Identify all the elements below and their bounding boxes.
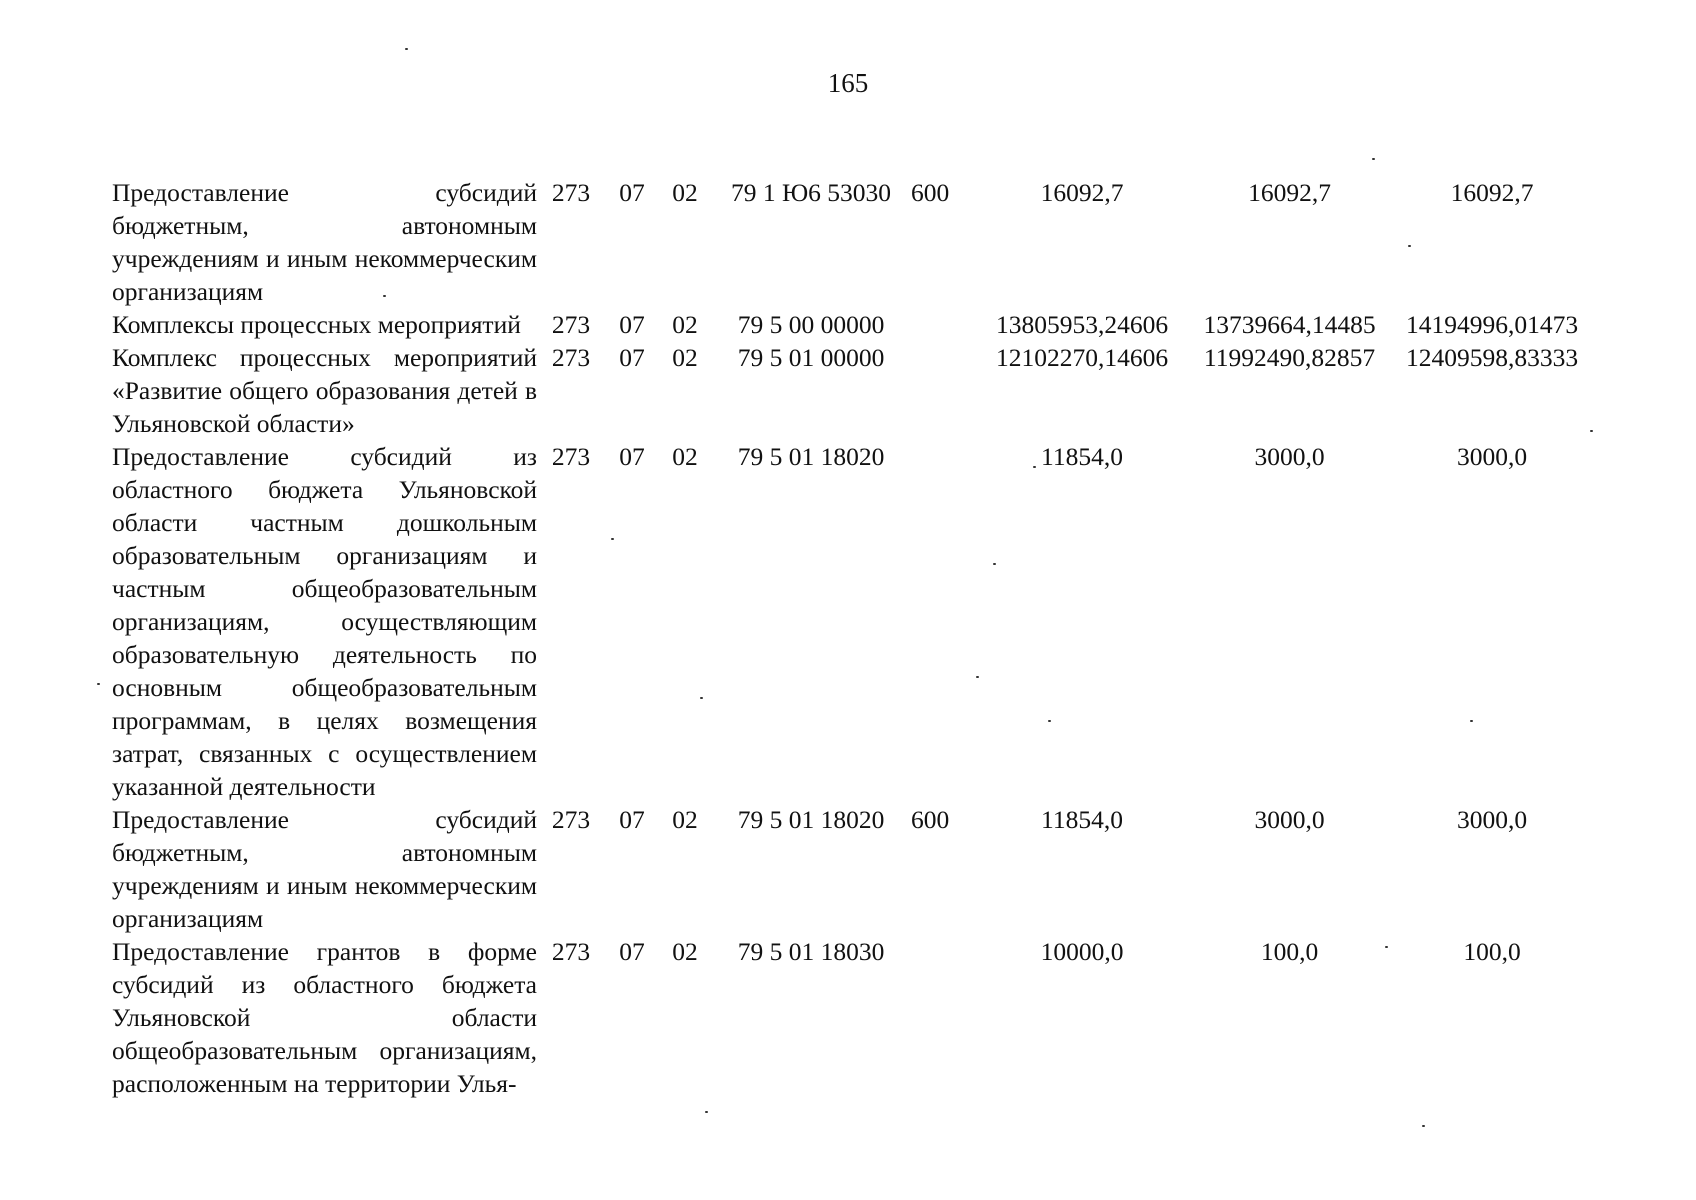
row-name: Предоставление грантов в форме субсидий из областного бюджета Ульяновской области общеобразовательным организациям, расположенным на территории Улья- [112, 937, 537, 1098]
target-article-code: 79 5 01 18020 [737, 442, 885, 471]
target-article-code: 79 1 Ю6 53030 [730, 178, 892, 207]
scan-speck [993, 563, 996, 565]
amount-year-3: 14194996,01473 [1405, 310, 1579, 339]
expense-type-code: 600 [911, 178, 950, 207]
subsection-code: 02 [672, 178, 698, 207]
amount-year-3: 100,0 [1463, 937, 1521, 966]
scan-speck [1590, 430, 1593, 432]
budget-table [112, 176, 1592, 1100]
amount-year-2: 11992490,82857 [1203, 343, 1376, 372]
table-row [112, 308, 1592, 341]
section-code: 07 [619, 805, 645, 834]
expense-type-code [911, 935, 977, 1100]
admin-code: 273 [551, 178, 591, 207]
target-article-code: 79 5 00 00000 [737, 310, 885, 339]
scan-speck [1048, 720, 1051, 722]
scan-speck [383, 295, 386, 297]
subsection-code: 02 [672, 310, 698, 339]
scan-speck [1385, 946, 1388, 948]
table-row [112, 341, 1592, 440]
amount-year-1: 11854,0 [1041, 805, 1123, 834]
amount-year-2: 3000,0 [1254, 442, 1325, 471]
amount-year-2: 16092,7 [1248, 178, 1331, 207]
amount-year-1: 10000,0 [1040, 937, 1124, 966]
scan-speck [1372, 158, 1375, 160]
amount-year-1: 16092,7 [1040, 178, 1124, 207]
target-article-code: 79 5 01 18020 [737, 805, 885, 834]
amount-year-2: 13739664,14485 [1203, 310, 1376, 339]
expense-type-code: 600 [911, 805, 950, 834]
section-code: 07 [619, 310, 645, 339]
scan-speck [1470, 720, 1473, 722]
section-code: 07 [619, 937, 645, 966]
amount-year-2: 100,0 [1260, 937, 1319, 966]
row-name: Предоставление субсидий бюджетным, автономным учреждениям и иным некоммерческим организациям [112, 805, 537, 933]
scan-speck [700, 697, 703, 699]
expense-type-code [911, 341, 977, 440]
admin-code: 273 [551, 343, 591, 372]
amount-year-1: 12102270,14606 [995, 343, 1169, 372]
scan-speck [1408, 245, 1411, 247]
section-code: 07 [619, 442, 645, 471]
row-name: Комплекс процессных мероприятий «Развитие общего образования детей в Ульяновской области» [112, 343, 537, 438]
scan-speck [611, 538, 614, 540]
target-article-code: 79 5 01 00000 [737, 343, 885, 372]
row-name: Комплексы процессных мероприятий [112, 310, 521, 339]
amount-year-2: 3000,0 [1254, 805, 1325, 834]
subsection-code: 02 [672, 937, 698, 966]
amount-year-3: 16092,7 [1450, 178, 1534, 207]
section-code: 07 [619, 343, 645, 372]
admin-code: 273 [551, 805, 591, 834]
amount-year-3: 12409598,83333 [1405, 343, 1579, 372]
scan-speck [1422, 1125, 1425, 1127]
amount-year-1: 11854,0 [1041, 442, 1123, 471]
scan-speck [976, 676, 979, 678]
amount-year-3: 3000,0 [1456, 805, 1528, 834]
scan-speck [405, 48, 408, 50]
amount-year-1: 13805953,24606 [995, 310, 1169, 339]
admin-code: 273 [551, 937, 591, 966]
page-number: 165 [827, 68, 869, 98]
subsection-code: 02 [672, 442, 698, 471]
table-row [112, 935, 1592, 1100]
section-code: 07 [619, 178, 645, 207]
admin-code: 273 [551, 442, 591, 471]
expense-type-code [911, 440, 977, 803]
subsection-code: 02 [672, 343, 698, 372]
row-name: Предоставление субсидий из областного бюджета Ульяновской области частным дошкольным образовательным организациям и частным общеобразовательным организациям, осуществляющим образовательную деятельность по основным общеобразовательным программам, в целях возмещения затрат, связанных с осуществлением указанной деятельности [112, 442, 537, 801]
scan-speck [705, 1111, 708, 1113]
table-row [112, 803, 1592, 935]
subsection-code: 02 [672, 805, 698, 834]
scan-speck [97, 683, 100, 685]
scan-speck [1033, 466, 1036, 468]
amount-year-3: 3000,0 [1456, 442, 1528, 471]
expense-type-code [911, 308, 977, 341]
row-name: Предоставление субсидий бюджетным, автономным учреждениям и иным некоммерческим организациям [112, 178, 537, 306]
table-row [112, 176, 1592, 308]
target-article-code: 79 5 01 18030 [737, 937, 885, 966]
table-row [112, 440, 1592, 803]
admin-code: 273 [551, 310, 591, 339]
